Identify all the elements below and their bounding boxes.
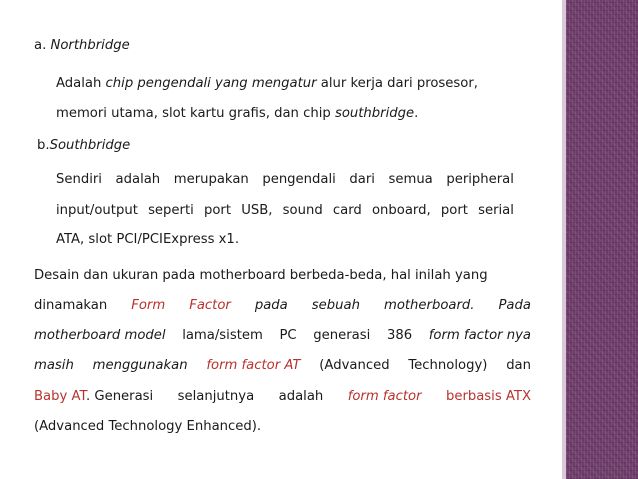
- word: generasi: [313, 328, 371, 343]
- paragraph-line-3: [34, 328, 531, 343]
- southbridge-heading: [37, 138, 130, 153]
- word: input/output: [56, 203, 138, 218]
- paragraph-line-5: [34, 389, 531, 404]
- paragraph-line-4: [34, 358, 531, 373]
- word: semua: [388, 172, 433, 187]
- paragraph-line-2: [34, 298, 531, 313]
- paragraph-line-1: Desain dan ukuran pada motherboard berbeda-beda, hal inilah yang: [34, 268, 488, 283]
- word: port: [440, 203, 468, 218]
- paragraph-line-6: (Advanced Technology Enhanced).: [34, 419, 262, 434]
- word: pengendali: [262, 172, 336, 187]
- italic-term: southbridge: [334, 106, 415, 121]
- word: seperti: [148, 203, 194, 218]
- word: sound: [282, 203, 323, 218]
- word: 386: [386, 328, 413, 343]
- word: port: [203, 203, 232, 218]
- word: merupakan: [173, 172, 249, 187]
- northbridge-heading: [34, 38, 130, 53]
- word: . Generasi: [85, 389, 154, 404]
- word: dan: [506, 358, 531, 373]
- northbridge-line-2: [56, 106, 418, 121]
- word: masih: [34, 358, 74, 373]
- southbridge-line-1: [56, 172, 514, 187]
- text-span: memori utama, slot kartu grafis, dan chip: [56, 106, 335, 121]
- word: serial: [478, 203, 514, 218]
- word: peripheral: [446, 172, 514, 187]
- northbridge-title: Northbridge: [50, 38, 130, 53]
- word-highlight: form factor AT: [206, 358, 301, 373]
- italic-term: chip pengendali yang mengatur: [105, 76, 317, 91]
- word: dinamakan: [34, 298, 108, 313]
- word: PC: [279, 328, 297, 343]
- word: Pada: [498, 298, 531, 313]
- list-marker-b: b.: [37, 138, 50, 153]
- word: sebuah: [311, 298, 360, 313]
- word: pada: [254, 298, 288, 313]
- word: adalah: [278, 389, 324, 404]
- word: card: [332, 203, 362, 218]
- word: motherboard model: [34, 328, 166, 343]
- word: adalah: [115, 172, 161, 187]
- word: Technology): [408, 358, 488, 373]
- word: lama/sistem: [182, 328, 263, 343]
- word-highlight: Form: [131, 298, 166, 313]
- list-marker-a: a.: [34, 38, 47, 53]
- word: form factor nya: [428, 328, 531, 343]
- baby-at-group: [34, 389, 153, 404]
- word-highlight: Factor: [189, 298, 231, 313]
- word: onboard,: [371, 203, 431, 218]
- word: USB,: [241, 203, 273, 218]
- southbridge-line-3: ATA, slot PCI/PCIExpress x1.: [56, 232, 240, 247]
- word: Sendiri: [56, 172, 102, 187]
- word: (Advanced: [319, 358, 390, 373]
- word-highlight: form factor: [347, 389, 422, 404]
- text-span: .: [414, 106, 419, 121]
- southbridge-line-2: [56, 203, 514, 218]
- word: selanjutnya: [177, 389, 255, 404]
- word: menggunakan: [92, 358, 188, 373]
- word-highlight: berbasis ATX: [445, 389, 531, 404]
- word-highlight: Baby AT: [34, 389, 86, 404]
- northbridge-line-1: [56, 76, 478, 91]
- text-span: alur kerja dari prosesor,: [316, 76, 478, 91]
- text-span: Adalah: [56, 76, 106, 91]
- decorative-sidebar: [566, 0, 638, 479]
- southbridge-title: Southbridge: [49, 138, 131, 153]
- word: dari: [349, 172, 375, 187]
- word: motherboard.: [383, 298, 475, 313]
